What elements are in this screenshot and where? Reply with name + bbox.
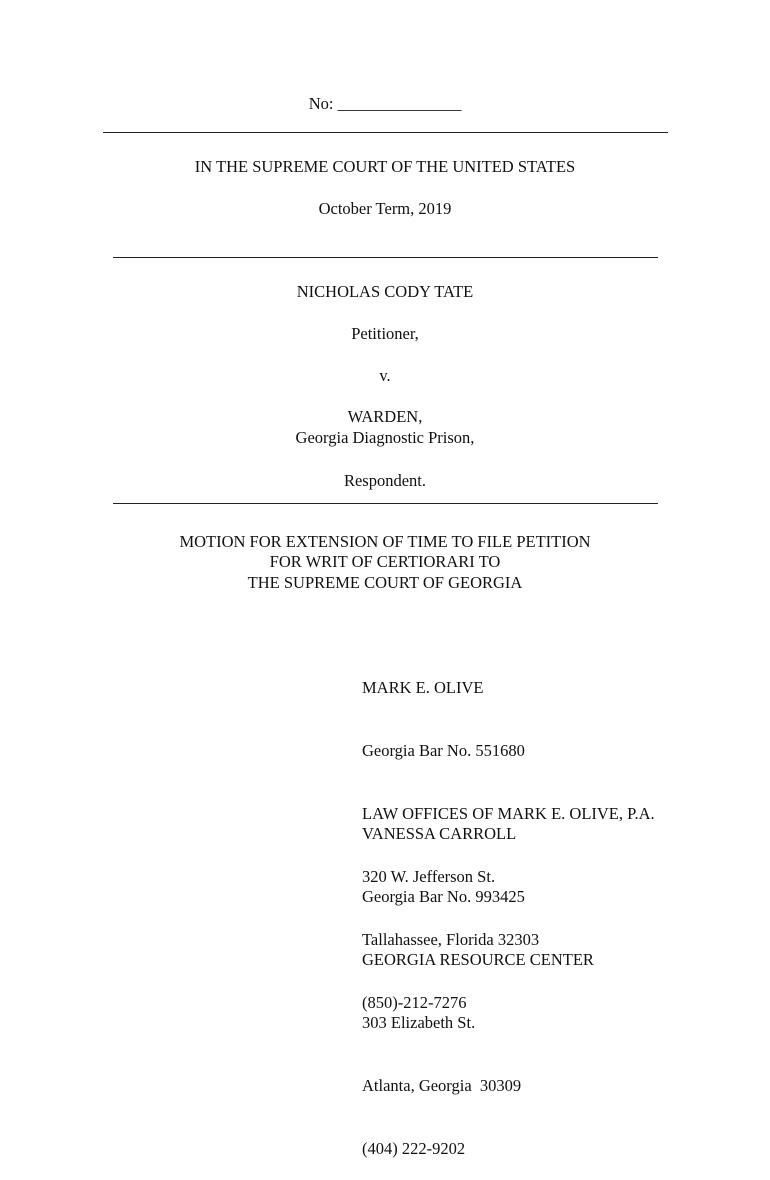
counsel-bar-number: Georgia Bar No. 551680 [362,741,525,760]
counsel-phone: (850)-212-7276 [362,993,467,1012]
counsel-street: 320 W. Jefferson St. [362,867,496,886]
counsel-firm: GEORGIA RESOURCE CENTER [362,950,594,969]
counsel-firm: LAW OFFICES OF MARK E. OLIVE, P.A. [362,804,655,823]
divider-rule [113,257,658,258]
docket-number: No: _______________ [308,94,462,113]
counsel-street: 303 Elizabeth St. [362,1013,476,1032]
respondent-role: Respondent. [343,471,427,490]
respondent-detail: Georgia Diagnostic Prison, [295,428,475,447]
motion-title-line: MOTION FOR EXTENSION OF TIME TO FILE PETITION [179,532,591,551]
divider-rule [113,503,658,504]
counsel-block-carroll [362,781,594,1180]
petitioner-name: NICHOLAS CODY TATE [296,282,474,301]
counsel-phone: (404) 222-9202 [362,1139,466,1158]
counsel-name: MARK E. OLIVE [362,678,484,697]
versus: v. [379,366,391,385]
motion-title-line: FOR WRIT OF CERTIORARI TO [269,552,501,571]
court-name: IN THE SUPREME COURT OF THE UNITED STATES [194,157,576,176]
counsel-name: VANESSA CARROLL [362,824,517,843]
counsel-city: Tallahassee, Florida 32303 [362,930,540,949]
respondent-name: WARDEN, [347,407,423,426]
motion-title-line: THE SUPREME COURT OF GEORGIA [247,573,523,592]
counsel-bar-number: Georgia Bar No. 993425 [362,887,525,906]
court-term: October Term, 2019 [318,199,452,218]
counsel-city: Atlanta, Georgia 30309 [362,1076,522,1095]
divider-rule [103,132,668,133]
petitioner-role: Petitioner, [351,324,419,343]
